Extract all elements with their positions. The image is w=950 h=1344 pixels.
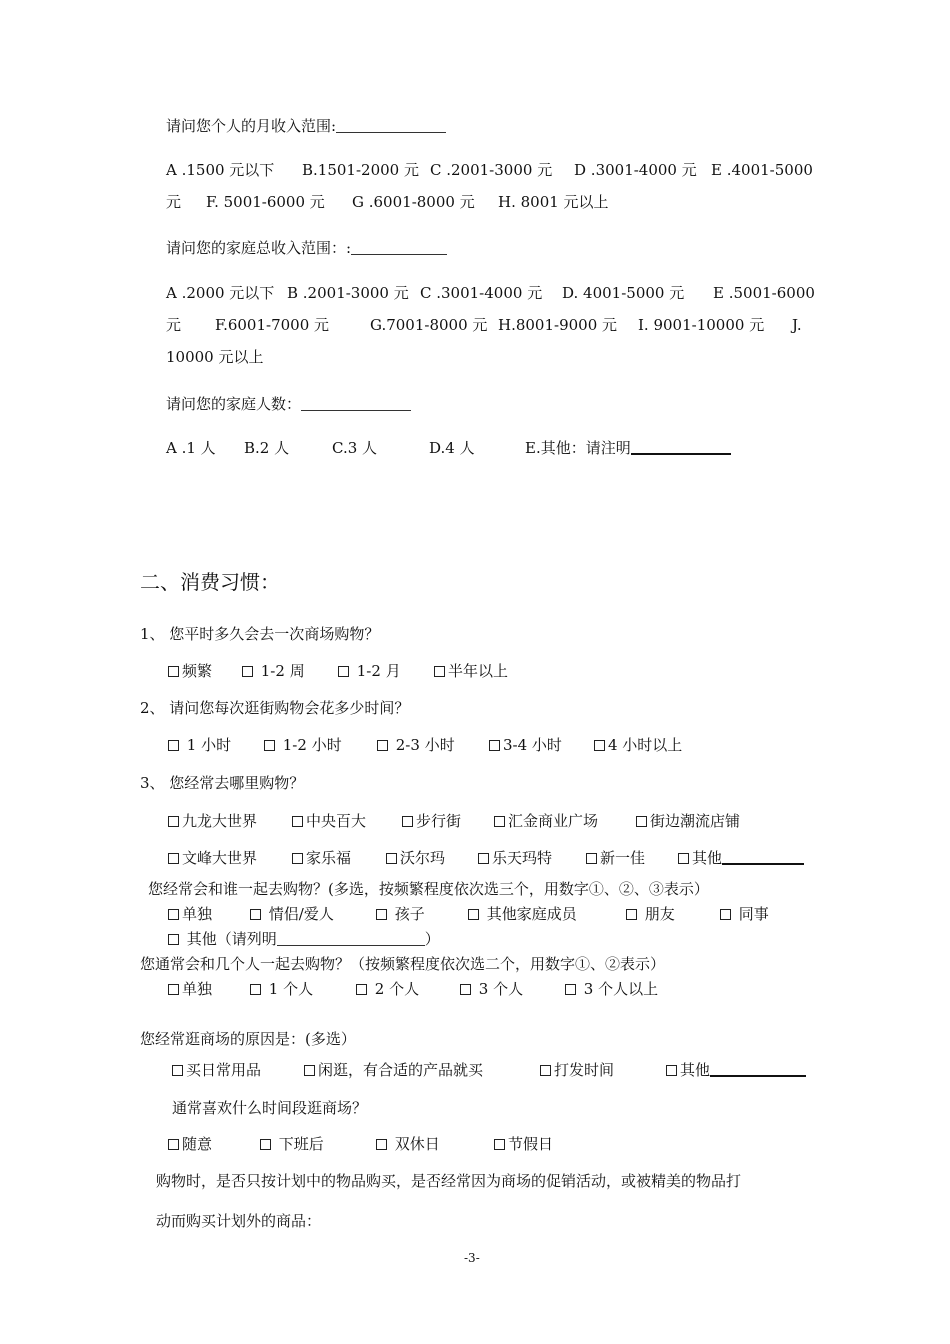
- option-label: 街边潮流店铺: [650, 812, 741, 830]
- checkbox[interactable]: [250, 984, 261, 995]
- checkbox[interactable]: [168, 740, 179, 751]
- option-label: 孩子: [390, 905, 425, 923]
- income-family-opt-e: E .5001-6000: [713, 284, 815, 302]
- q2-question: 2、 请问您每次逛街购物会花多少时间？: [140, 699, 410, 717]
- q3-option[interactable]: [402, 811, 461, 831]
- checkbox[interactable]: [292, 853, 303, 864]
- income-family-question: [166, 238, 447, 258]
- option-label: 新一佳: [600, 849, 646, 867]
- option-label: 乐天玛特: [492, 849, 553, 867]
- q2-option[interactable]: [168, 735, 231, 755]
- option-label: 其他: [680, 1061, 711, 1079]
- family-size-opt-b: B.2 人: [244, 439, 290, 457]
- q2-option[interactable]: [264, 735, 342, 755]
- checkbox[interactable]: [565, 984, 576, 995]
- q7-option[interactable]: [260, 1134, 324, 1154]
- option-label: 同事: [734, 905, 769, 923]
- checkbox[interactable]: [402, 816, 413, 827]
- q3-option[interactable]: [168, 811, 257, 831]
- option-label: 朋友: [640, 905, 675, 923]
- checkbox[interactable]: [338, 666, 349, 677]
- question-text: 请问您个人的月收入范围:: [166, 117, 337, 135]
- option-label: 1-2 月: [352, 662, 401, 680]
- option-label: 单独: [182, 980, 213, 998]
- q7-option[interactable]: [376, 1134, 440, 1154]
- checkbox[interactable]: [478, 853, 489, 864]
- option-label: 其他（请列明: [182, 930, 277, 948]
- checkbox[interactable]: [494, 1139, 505, 1150]
- checkbox[interactable]: [626, 909, 637, 920]
- q4-option[interactable]: [468, 904, 577, 924]
- option-label: 文峰大世界: [182, 849, 258, 867]
- question-text: 请问您的家庭总收入范围：:: [166, 239, 352, 257]
- q5-option[interactable]: [356, 979, 419, 999]
- q5-option[interactable]: [565, 979, 658, 999]
- q1-option[interactable]: [434, 661, 508, 681]
- q4-question: 您经常会和谁一起去购物？(多选，按频繁程度依次选三个，用数字①、②、③表示）: [148, 880, 709, 898]
- option-label: 闲逛，有合适的产品就买: [318, 1061, 484, 1079]
- income-personal-opt-f: F. 5001-6000 元: [206, 193, 325, 211]
- q3-option[interactable]: [292, 811, 366, 831]
- q2-option[interactable]: [489, 735, 562, 755]
- close-paren: ）: [424, 930, 440, 948]
- q4-option[interactable]: [250, 904, 334, 924]
- checkbox[interactable]: [304, 1065, 315, 1076]
- income-family-opt-d: D. 4001-5000 元: [562, 284, 685, 302]
- checkbox[interactable]: [434, 666, 445, 677]
- option-label: 下班后: [274, 1135, 324, 1153]
- q4-option[interactable]: [626, 904, 675, 924]
- checkbox[interactable]: [168, 666, 179, 677]
- answer-blank[interactable]: [277, 931, 425, 946]
- income-personal-opt-a: A .1500 元以下: [166, 161, 275, 179]
- q4-option[interactable]: [376, 904, 425, 924]
- q3-option[interactable]: [292, 848, 351, 868]
- q2-option[interactable]: [377, 735, 455, 755]
- q3-option[interactable]: [494, 811, 598, 831]
- income-family-opt-e-cont: 元: [166, 316, 182, 334]
- income-personal-opt-h: H. 8001 元以上: [498, 193, 609, 211]
- option-label: 1-2 小时: [278, 736, 342, 754]
- answer-blank[interactable]: [336, 118, 446, 133]
- income-family-opt-h: H.8001-9000 元: [498, 316, 618, 334]
- checkbox[interactable]: [540, 1065, 551, 1076]
- option-label: 2 个人: [370, 980, 420, 998]
- option-label: 4 小时以上: [608, 736, 683, 754]
- option-label: 半年以上: [448, 662, 509, 680]
- checkbox[interactable]: [468, 909, 479, 920]
- q5-question: 您通常会和几个人一起去购物？（按频繁程度依次选二个，用数字①、②表示）: [140, 955, 666, 973]
- answer-blank[interactable]: [351, 240, 447, 255]
- checkbox[interactable]: [678, 853, 689, 864]
- family-size-question: [166, 394, 411, 414]
- page-number: -3-: [464, 1251, 480, 1265]
- q3-option[interactable]: [636, 811, 740, 831]
- q7-question: 通常喜欢什么时间段逛商场？: [172, 1099, 368, 1117]
- checkbox[interactable]: [586, 853, 597, 864]
- family-size-opt-c: C.3 人: [332, 439, 378, 457]
- option-label: 节假日: [508, 1135, 554, 1153]
- income-family-opt-i: I. 9001-10000 元: [638, 316, 765, 334]
- option-label: 频繁: [182, 662, 213, 680]
- option-label: 汇金商业广场: [508, 812, 599, 830]
- checkbox[interactable]: [460, 984, 471, 995]
- q3-option[interactable]: [386, 848, 445, 868]
- income-family-opt-j: J.: [792, 316, 802, 334]
- checkbox[interactable]: [376, 1139, 387, 1150]
- option-label: 1-2 周: [256, 662, 305, 680]
- option-label: 3 个人: [474, 980, 524, 998]
- q6-question: 您经常逛商场的原因是：(多选）: [140, 1030, 356, 1048]
- income-personal-opt-b: B.1501-2000 元: [302, 161, 419, 179]
- checkbox[interactable]: [594, 740, 605, 751]
- q1-option[interactable]: [168, 661, 212, 681]
- option-label: 九龙大世界: [182, 812, 258, 830]
- income-personal-opt-e: E .4001-5000: [711, 161, 813, 179]
- checkbox[interactable]: [168, 909, 179, 920]
- checkbox[interactable]: [494, 816, 505, 827]
- q1-option[interactable]: [338, 661, 401, 681]
- checkbox[interactable]: [168, 816, 179, 827]
- q3-question: 3、 您经常去哪里购物？: [140, 774, 305, 792]
- q5-option[interactable]: [460, 979, 523, 999]
- option-label: 其他: [692, 849, 723, 867]
- income-personal-opt-e-cont: 元: [166, 193, 182, 211]
- q4-option[interactable]: [168, 904, 212, 924]
- income-personal-opt-d: D .3001-4000 元: [574, 161, 697, 179]
- income-family-opt-f: F.6001-7000 元: [215, 316, 330, 334]
- q6-option[interactable]: [304, 1060, 483, 1080]
- checkbox[interactable]: [377, 740, 388, 751]
- income-family-opt-c: C .3001-4000 元: [420, 284, 543, 302]
- checkbox[interactable]: [242, 666, 253, 677]
- checkbox[interactable]: [386, 853, 397, 864]
- checkbox[interactable]: [250, 909, 261, 920]
- option-label: 中央百大: [306, 812, 367, 830]
- checkbox[interactable]: [168, 853, 179, 864]
- checkbox[interactable]: [260, 1139, 271, 1150]
- option-label: 单独: [182, 905, 213, 923]
- q4-option-other[interactable]: [168, 929, 440, 949]
- checkbox[interactable]: [168, 934, 179, 945]
- income-family-opt-b: B .2001-3000 元: [287, 284, 409, 302]
- q8-question-line1: 购物时，是否只按计划中的物品购买，是否经常因为商场的促销活动，或被精美的物品打: [156, 1172, 742, 1190]
- option-label: 1 小时: [182, 736, 232, 754]
- q4-option[interactable]: [720, 904, 769, 924]
- option-label: 2-3 小时: [391, 736, 455, 754]
- income-personal-opt-g: G .6001-8000 元: [352, 193, 475, 211]
- option-label: 情侣/爱人: [264, 905, 334, 923]
- answer-blank[interactable]: [301, 396, 411, 411]
- q3-option[interactable]: [478, 848, 552, 868]
- option-label: 沃尔玛: [400, 849, 446, 867]
- family-size-opt-d: D.4 人: [429, 439, 475, 457]
- option-label: 随意: [182, 1135, 213, 1153]
- q2-option[interactable]: [594, 735, 682, 755]
- checkbox[interactable]: [292, 816, 303, 827]
- family-size-opt-a: A .1 人: [166, 439, 216, 457]
- answer-blank[interactable]: [631, 439, 731, 455]
- q7-option[interactable]: [494, 1134, 553, 1154]
- q5-option[interactable]: [168, 979, 212, 999]
- q6-option[interactable]: [540, 1060, 614, 1080]
- income-family-opt-j-cont: 10000 元以上: [166, 348, 264, 366]
- q3-option-other[interactable]: [678, 848, 804, 868]
- checkbox[interactable]: [264, 740, 275, 751]
- option-label: 其他家庭成员: [482, 905, 577, 923]
- option-label: 3 个人以上: [579, 980, 659, 998]
- checkbox[interactable]: [168, 1139, 179, 1150]
- option-label: E.其他：请注明: [525, 439, 631, 457]
- checkbox[interactable]: [720, 909, 731, 920]
- q8-question-line2: 动而购买计划外的商品：: [156, 1212, 322, 1230]
- checkbox[interactable]: [489, 740, 500, 751]
- checkbox[interactable]: [172, 1065, 183, 1076]
- income-personal-question: [166, 116, 446, 136]
- option-label: 打发时间: [554, 1061, 615, 1079]
- q3-option[interactable]: [168, 848, 257, 868]
- answer-blank[interactable]: [722, 849, 804, 865]
- question-text: 请问您的家庭人数：: [166, 395, 302, 413]
- income-family-opt-g: G.7001-8000 元: [370, 316, 488, 334]
- q3-option[interactable]: [586, 848, 645, 868]
- checkbox[interactable]: [666, 1065, 677, 1076]
- q6-option[interactable]: [172, 1060, 261, 1080]
- checkbox[interactable]: [376, 909, 387, 920]
- option-label: 家乐福: [306, 849, 352, 867]
- option-label: 1 个人: [264, 980, 314, 998]
- q1-question: 1、 您平时多久会去一次商场购物？: [140, 625, 380, 643]
- q7-option[interactable]: [168, 1134, 212, 1154]
- checkbox[interactable]: [168, 984, 179, 995]
- option-label: 3-4 小时: [503, 736, 562, 754]
- checkbox[interactable]: [636, 816, 647, 827]
- section-title: 二、消费习惯：: [140, 570, 280, 594]
- q1-option[interactable]: [242, 661, 305, 681]
- q5-option[interactable]: [250, 979, 313, 999]
- option-label: 双休日: [390, 1135, 440, 1153]
- income-family-opt-a: A .2000 元以下: [166, 284, 275, 302]
- option-label: 买日常用品: [186, 1061, 262, 1079]
- checkbox[interactable]: [356, 984, 367, 995]
- option-label: 步行街: [416, 812, 462, 830]
- income-personal-opt-c: C .2001-3000 元: [430, 161, 553, 179]
- family-size-opt-e: [525, 438, 731, 458]
- q6-option-other[interactable]: [666, 1060, 806, 1080]
- answer-blank[interactable]: [710, 1061, 806, 1077]
